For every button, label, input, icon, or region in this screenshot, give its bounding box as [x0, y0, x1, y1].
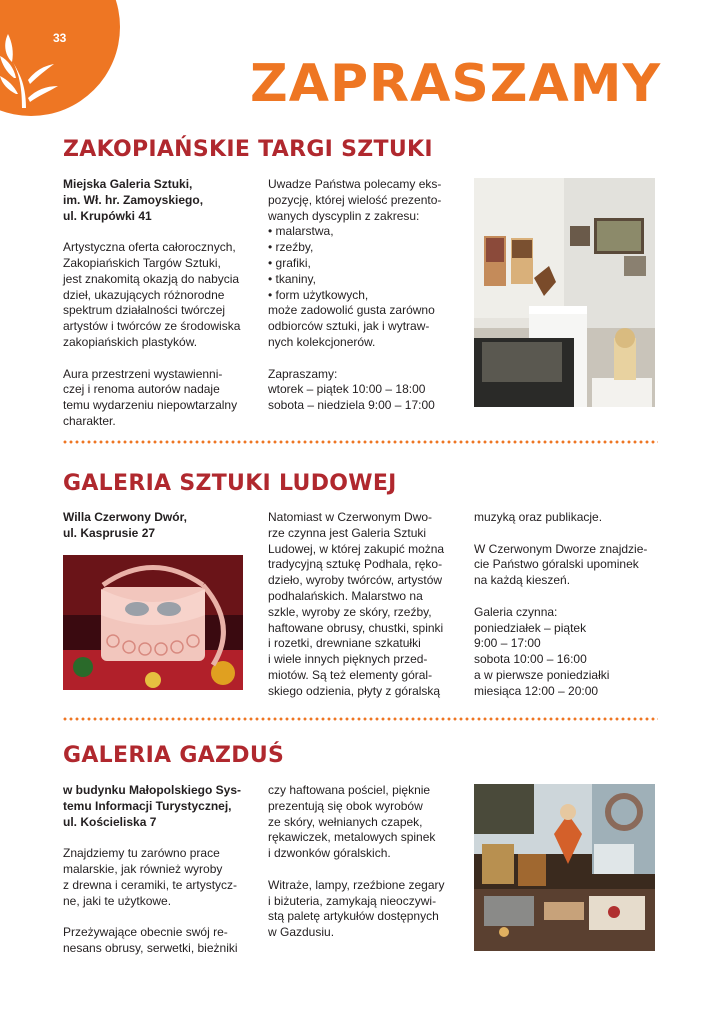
section-3-column-1	[63, 783, 253, 957]
paragraph: Natomiast w Czerwonym Dwo- rze czynna jest Galeria Sztuki Ludowej, w której zakupić można tradycyjną sztukę Podhala, ręko- dzieło, wyroby twórców, artystów podhalańskich. Malarstwo na szkle, wyroby ze skóry, rzeźby, haftowane obrusy, chustki, spinki i rozetki, drewniane szkatułki i wiele innych pięknych przed- miotów. Są też elementy góral- skiego odzienia, płyty z góralską	[268, 510, 445, 698]
page-title: ZAPRASZAMY	[250, 54, 662, 114]
gallery-interior-photo	[474, 178, 655, 407]
section-2-column-2	[268, 510, 458, 700]
section-divider	[62, 440, 658, 444]
section-1-column-2	[268, 177, 458, 414]
paragraph: Uwadze Państwa polecamy eks- pozycję, której wielość prezento- wanych dyscyplin z zakresu: • malarstwa, • rzeźby, • grafiki, • tkaniny, • form użytkowych, może zadowolić gusta zarówno odbiorców sztuki, jak i wytraw- nych kolekcjonerów.	[268, 177, 442, 349]
section-2-column-3	[474, 510, 664, 700]
address: Willa Czerwony Dwór, ul. Kasprusie 27	[63, 510, 187, 540]
paragraph: Witraże, lampy, rzeźbione zegary i biżuteria, zamykają nieoczywi- stą paletę artykułów dostępnych w Gazdusiu.	[268, 877, 445, 940]
opening-hours: Galeria czynna: poniedziałek – piątek 9:00 – 17:00 sobota 10:00 – 16:00 a w pierwsze poniedziałki miesiąca 12:00 – 20:00	[474, 604, 610, 698]
paragraph: Znajdziemy tu zarówno prace malarskie, jak również wyroby z drewna i ceramiki, te artystycz- ne, jaki te użytkowe.	[63, 846, 238, 908]
paragraph: Przeżywające obecnie swój re- nesans obrusy, serwetki, bieżniki	[63, 925, 238, 955]
shop-display-photo	[474, 784, 655, 951]
section-3-column-2	[268, 783, 458, 941]
section-2-column-1	[63, 510, 253, 542]
folk-handbag-photo	[63, 555, 243, 690]
section-1-column-1	[63, 177, 253, 430]
page-number: 33	[53, 31, 67, 45]
paragraph: Artystyczna oferta całorocznych, Zakopiańskich Targów Sztuki, jest znakomitą okazją do nabycia dzieł, ukazujących różnorodne spektrum działalności twórczej artystów i twórców ze środowiska zakopiańskich plastyków.	[63, 240, 241, 349]
section-divider	[62, 717, 658, 721]
section-title-gazdus: GALERIA GAZDUŚ	[63, 743, 285, 768]
address: Miejska Galeria Sztuki, im. Wł. hr. Zamoyskiego, ul. Krupówki 41	[63, 177, 204, 223]
section-title-ludowa: GALERIA SZTUKI LUDOWEJ	[63, 471, 397, 496]
opening-hours: Zapraszamy: wtorek – piątek 10:00 – 18:00 sobota – niedziela 9:00 – 17:00	[268, 366, 435, 413]
section-title-targi: ZAKOPIAŃSKIE TARGI SZTUKI	[63, 137, 433, 162]
paragraph: Aura przestrzeni wystawienni- czej i renoma autorów nadaje temu wydarzeniu niepowtarzalny charakter.	[63, 366, 238, 428]
paragraph: czy haftowana pościel, pięknie prezentują się obok wyrobów ze skóry, wełnianych czapek, rękawiczek, metalowych spinek i dzwonków góralskich.	[268, 783, 436, 861]
paragraph: muzyką oraz publikacje.	[474, 510, 603, 524]
address: w budynku Małopolskiego Sys- temu Informacji Turystycznej, ul. Kościeliska 7	[63, 783, 242, 829]
paragraph: W Czerwonym Dworze znajdzie- cie Państwo góralski upominek na każdą kieszeń.	[474, 541, 648, 588]
